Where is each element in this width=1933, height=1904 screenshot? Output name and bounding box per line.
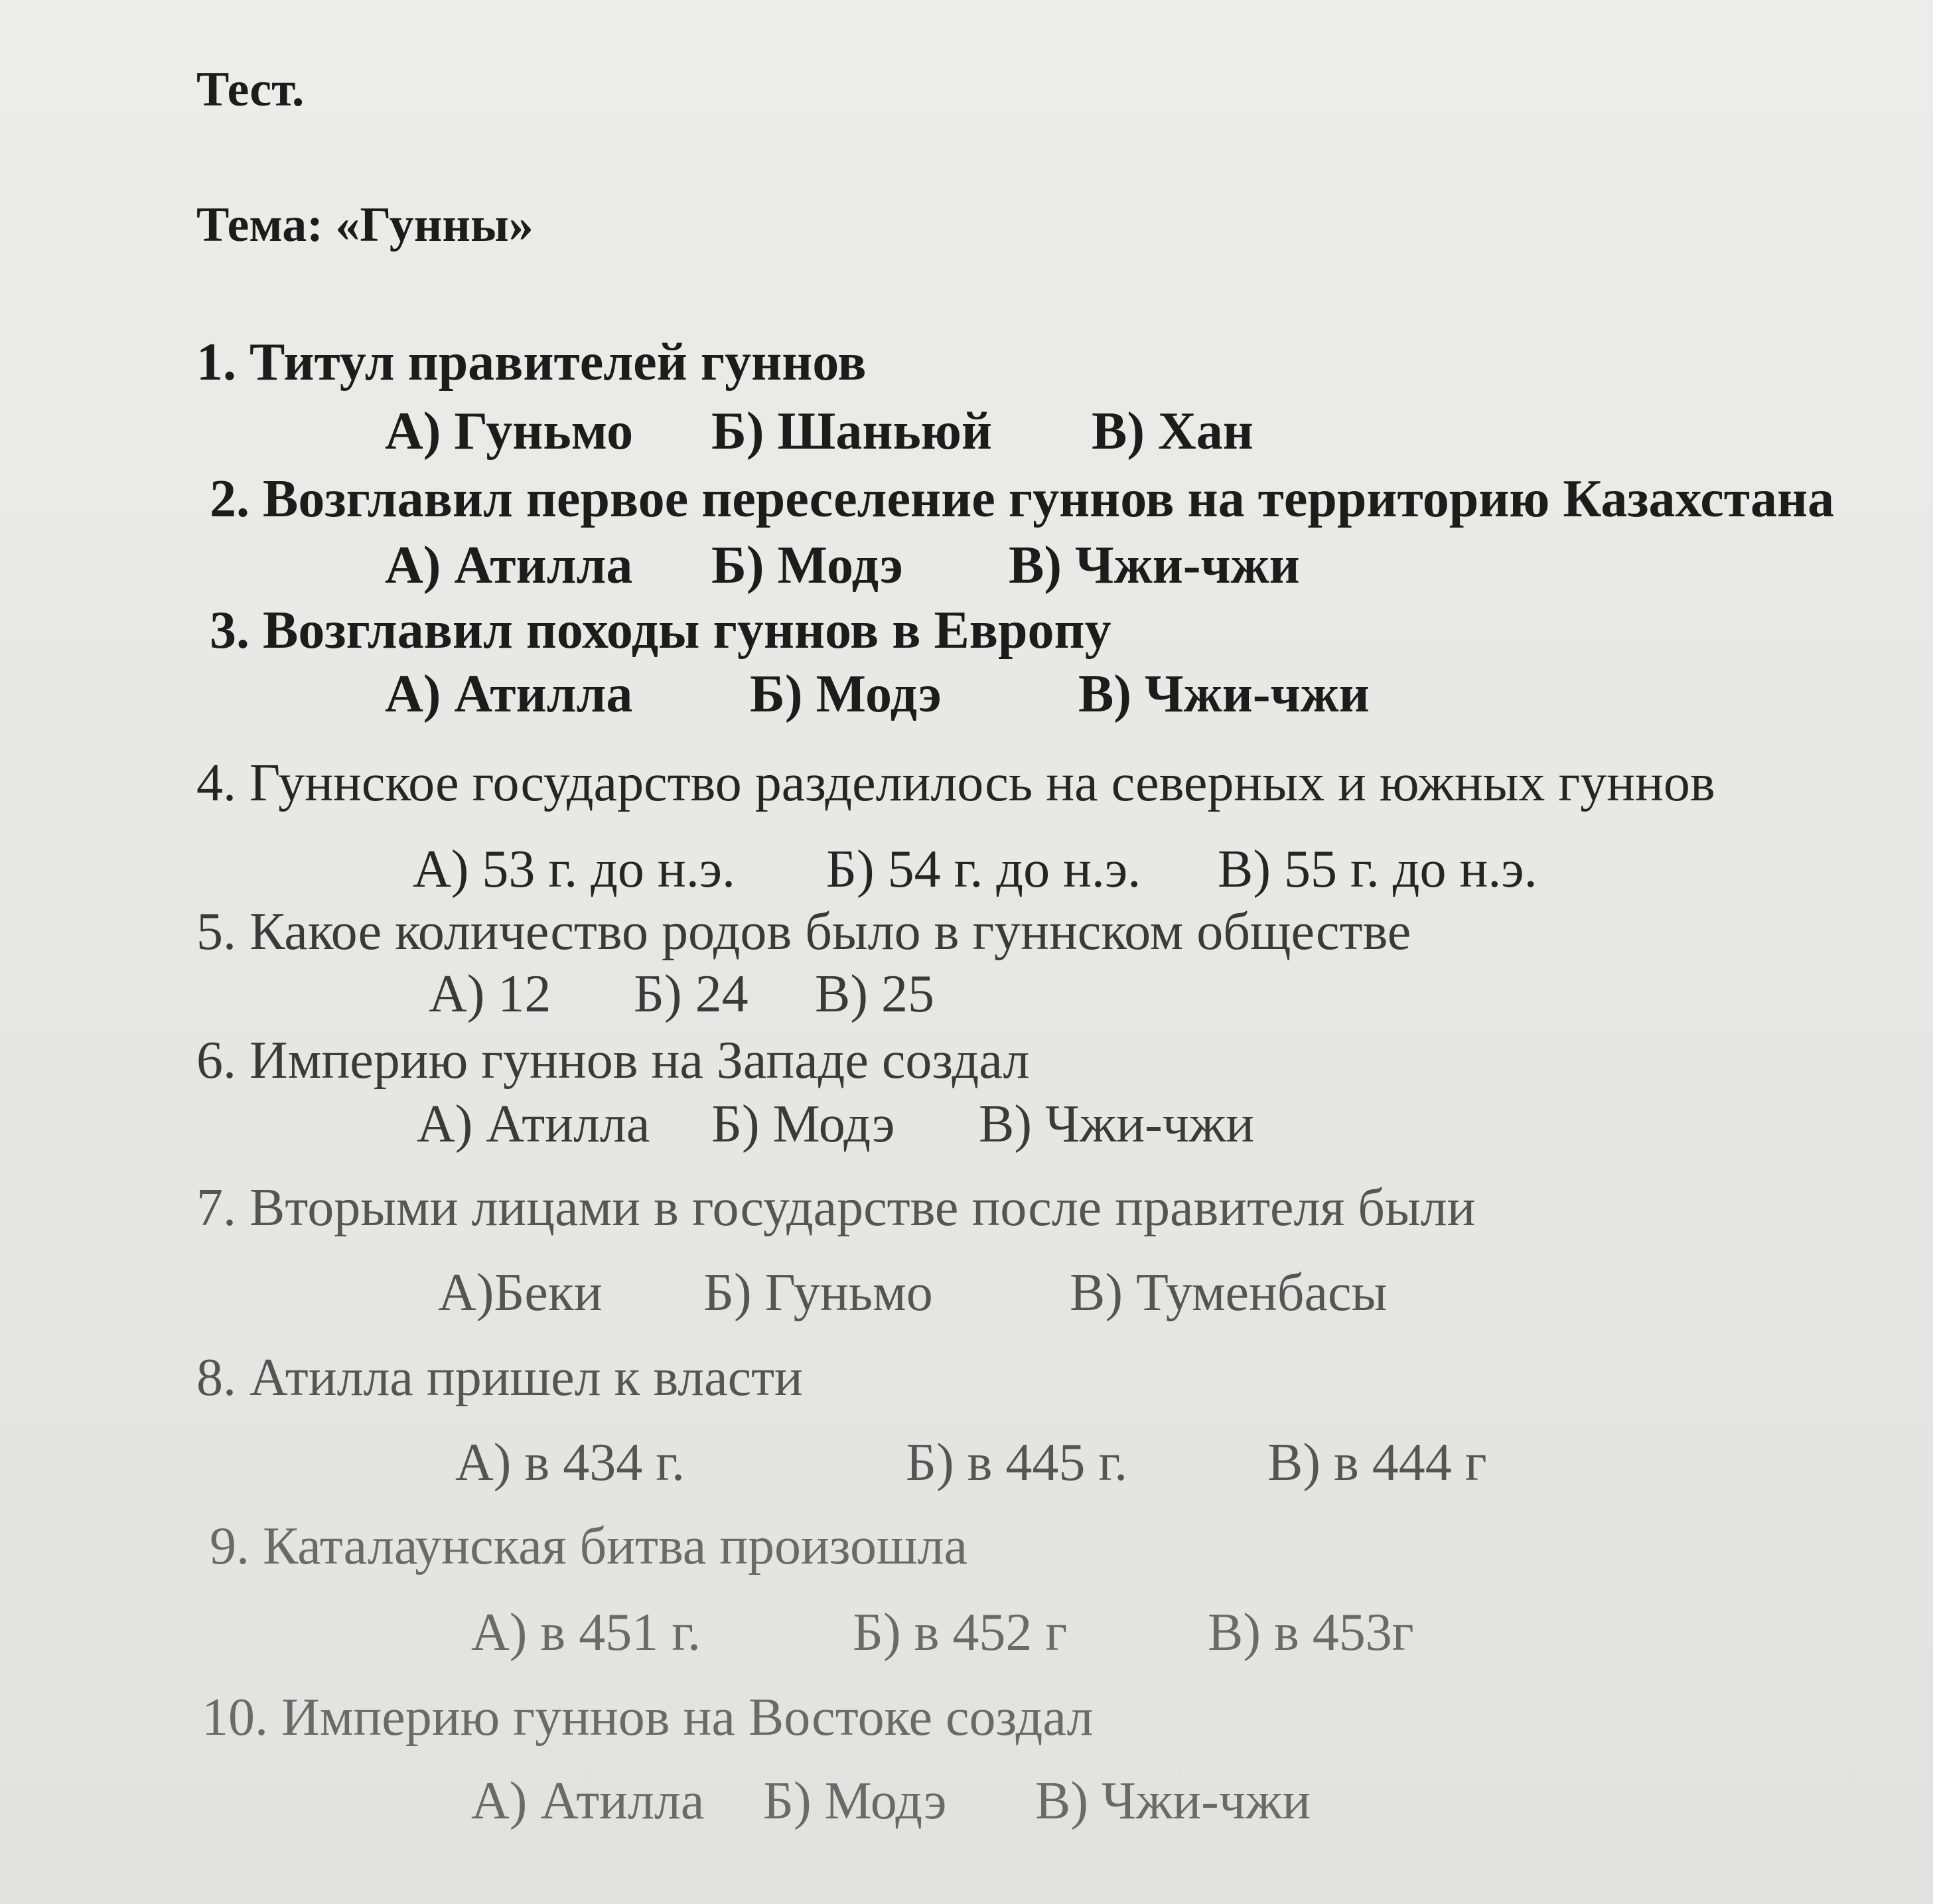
question-1-option-c: В) Хан	[1092, 402, 1253, 461]
question-4-text: 4. Гуннское государство разделилось на северных и южных гуннов	[196, 754, 1715, 812]
question-8-option-c: В) в 444 г	[1267, 1433, 1487, 1492]
question-2-option-c: В) Чжи-чжи	[1009, 536, 1300, 595]
question-3-text: 3. Возглавил походы гуннов в Европу	[210, 601, 1111, 660]
question-2-option-b: Б) Модэ	[711, 536, 903, 595]
question-8-text: 8. Атилла пришел к власти	[196, 1349, 803, 1407]
document-topic: Тема: «Гунны»	[196, 198, 534, 252]
question-9-option-a: А) в 451 г.	[471, 1603, 701, 1662]
document-title: Тест.	[196, 62, 305, 117]
question-5-text: 5. Какое количество родов было в гуннском обществе	[196, 903, 1411, 961]
question-6-option-a: А) Атилла	[417, 1095, 650, 1153]
question-10-option-c: В) Чжи-чжи	[1035, 1772, 1311, 1830]
question-7-option-b: Б) Гуньмо	[703, 1264, 933, 1322]
question-4-option-a: А) 53 г. до н.э.	[413, 840, 736, 899]
question-3-option-a: А) Атилла	[385, 665, 633, 723]
question-1-text: 1. Титул правителей гуннов	[196, 333, 867, 392]
question-9-text: 9. Каталаунская битва произошла	[210, 1517, 968, 1575]
question-9-option-b: Б) в 452 г	[853, 1603, 1068, 1662]
question-6-option-b: Б) Модэ	[711, 1095, 895, 1153]
question-6-option-c: В) Чжи-чжи	[979, 1095, 1255, 1153]
question-4-option-b: Б) 54 г. до н.э.	[826, 840, 1141, 899]
question-1-option-a: А) Гуньмо	[385, 402, 634, 461]
question-5-option-b: Б) 24	[634, 965, 749, 1023]
question-10-text: 10. Империю гуннов на Востоке создал	[202, 1688, 1094, 1747]
question-8-option-b: Б) в 445 г.	[906, 1433, 1128, 1492]
question-7-text: 7. Вторыми лицами в государстве после правителя были	[196, 1179, 1476, 1237]
question-2-text: 2. Возглавил первое переселение гуннов на территорию Казахстана	[210, 470, 1835, 528]
question-3-option-b: Б) Модэ	[750, 665, 942, 723]
question-6-text: 6. Империю гуннов на Западе создал	[196, 1031, 1030, 1090]
question-5-option-a: А) 12	[429, 965, 551, 1023]
question-10-option-b: Б) Модэ	[763, 1772, 947, 1830]
question-5-option-c: В) 25	[815, 965, 934, 1023]
question-10-option-a: А) Атилла	[471, 1772, 705, 1830]
question-4-option-c: В) 55 г. до н.э.	[1218, 840, 1538, 899]
question-2-option-a: А) Атилла	[385, 536, 633, 595]
question-8-option-a: А) в 434 г.	[455, 1433, 685, 1492]
question-1-option-b: Б) Шаньюй	[711, 402, 993, 461]
question-7-option-a: А)Беки	[438, 1264, 603, 1322]
question-3-option-c: В) Чжи-чжи	[1078, 665, 1370, 723]
question-7-option-c: В) Туменбасы	[1070, 1264, 1388, 1322]
question-9-option-c: В) в 453г	[1208, 1603, 1414, 1662]
